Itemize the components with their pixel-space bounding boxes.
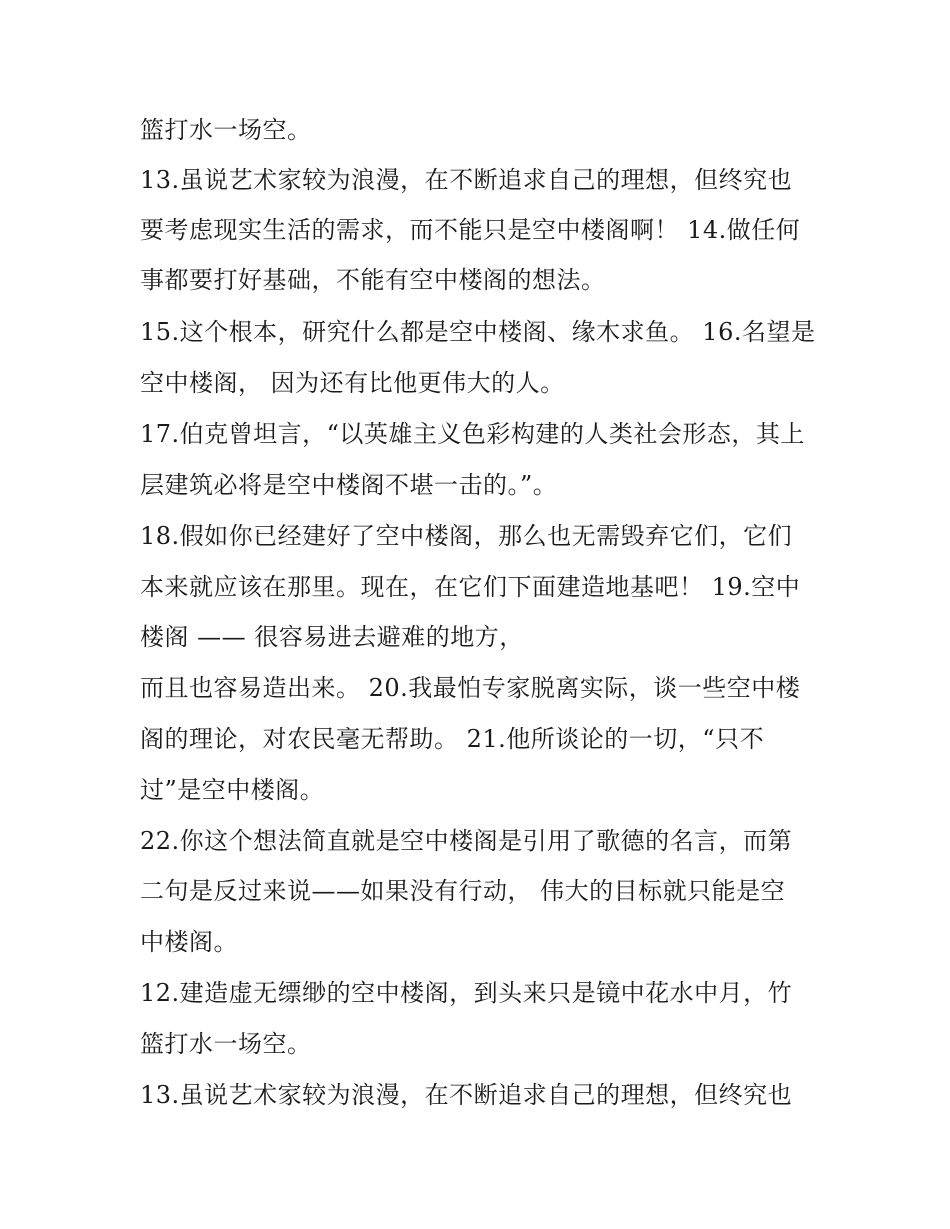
text-line: 楼阁 —— 很容易进去避难的地方， bbox=[140, 623, 524, 651]
text-line: 层建筑必将是空中楼阁不堪一击的。”。 bbox=[140, 471, 558, 499]
text-line: 篮打水一场空。 bbox=[140, 1030, 312, 1058]
text-line: 18.假如你已经建好了空中楼阁，那么也无需毁弃它们，它们 bbox=[140, 522, 793, 550]
text-line: 本来就应该在那里。现在，在它们下面建造地基吧！ 19.空中 bbox=[140, 573, 801, 601]
text-line: 中楼阁。 bbox=[140, 928, 238, 956]
text-line: 17.伯克曾坦言，“以英雄主义色彩构建的人类社会形态，其上 bbox=[140, 420, 805, 448]
text-line: 过”是空中楼阁。 bbox=[140, 776, 325, 804]
text-line: 13.虽说艺术家较为浪漫，在不断追求自己的理想，但终究也 bbox=[140, 166, 793, 194]
text-line: 空中楼阁， 因为还有比他更伟大的人。 bbox=[140, 369, 565, 397]
text-line: 二句是反过来说——如果没有行动， 伟大的目标就只能是空 bbox=[140, 877, 786, 905]
text-line: 篮打水一场空。 bbox=[140, 116, 312, 144]
text-line: 13.虽说艺术家较为浪漫，在不断追求自己的理想，但终究也 bbox=[140, 1081, 793, 1109]
text-line: 22.你这个想法简直就是空中楼阁是引用了歌德的名言，而第 bbox=[140, 827, 793, 855]
text-line: 12.建造虚无缥缈的空中楼阁，到头来只是镜中花水中月，竹 bbox=[140, 979, 793, 1007]
text-line: 而且也容易造出来。 20.我最怕专家脱离实际，谈一些空中楼 bbox=[140, 674, 801, 702]
text-line: 15.这个根本，研究什么都是空中楼阁、缘木求鱼。 16.名望是 bbox=[140, 318, 816, 346]
text-line: 要考虑现实生活的需求，而不能只是空中楼阁啊！ 14.做任何 bbox=[140, 216, 801, 244]
text-line: 阁的理论，对农民毫无帮助。 21.他所谈论的一切，“只不 bbox=[140, 725, 765, 753]
text-line: 事都要打好基础，不能有空中楼阁的想法。 bbox=[140, 266, 606, 294]
